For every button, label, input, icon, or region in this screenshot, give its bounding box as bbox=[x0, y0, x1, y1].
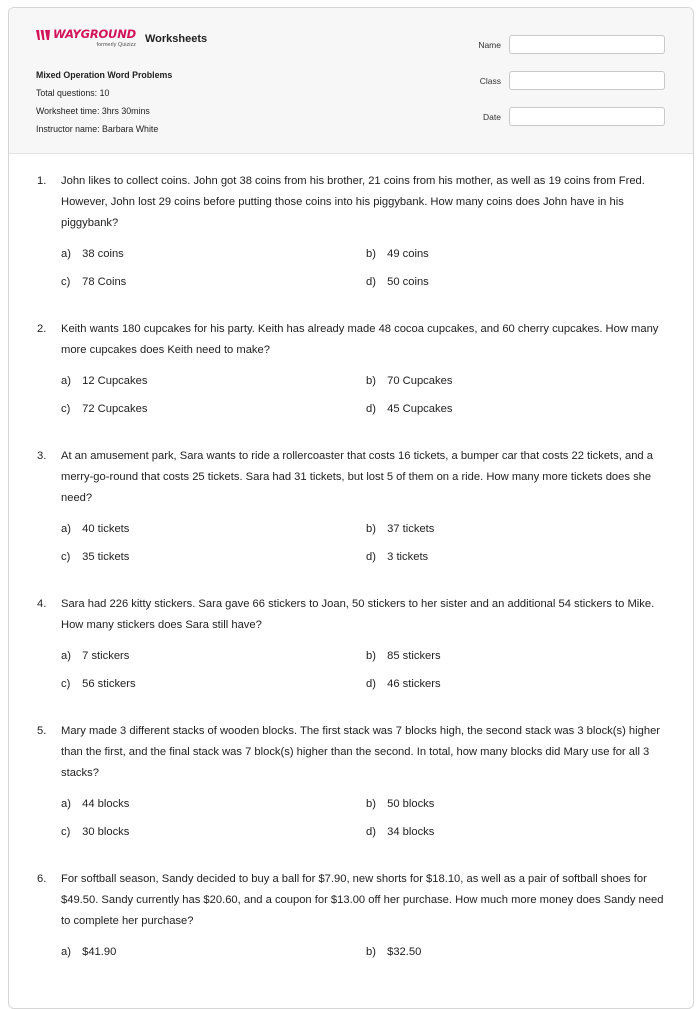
option-letter: c) bbox=[61, 276, 71, 288]
option-text: 44 blocks bbox=[82, 798, 130, 810]
answer-options bbox=[61, 942, 693, 963]
option-letter: a) bbox=[61, 248, 71, 260]
option-text: $41.90 bbox=[82, 946, 117, 958]
option-d[interactable] bbox=[366, 547, 666, 568]
logo-mark-icon bbox=[36, 30, 50, 40]
option-text: 70 Cupcakes bbox=[387, 375, 453, 387]
option-b[interactable] bbox=[366, 519, 666, 540]
option-text: 50 coins bbox=[387, 276, 429, 288]
option-letter: b) bbox=[366, 946, 376, 958]
option-letter: b) bbox=[366, 798, 376, 810]
question-number: 3. bbox=[37, 450, 47, 462]
option-b[interactable] bbox=[366, 942, 666, 963]
option-b[interactable] bbox=[366, 794, 666, 815]
question-1 bbox=[9, 171, 693, 293]
answer-options bbox=[61, 646, 693, 695]
date-field-row bbox=[478, 106, 665, 127]
option-text: 34 blocks bbox=[387, 826, 435, 838]
student-fields bbox=[478, 34, 665, 142]
question-number: 5. bbox=[37, 725, 47, 737]
answer-options bbox=[61, 794, 693, 843]
question-text: For softball season, Sandy decided to buy a ball for $7.90, new shorts for $18.10, as well as a pair of softball shoes for $49.50. Sandy currently has $20.60, and a coupon for $13.00 off her purchase. How much more money does Sandy need to complete her purchase? bbox=[61, 873, 664, 927]
date-input[interactable] bbox=[509, 107, 665, 126]
name-label: Name bbox=[478, 39, 501, 50]
question-text: Keith wants 180 cupcakes for his party. Keith has already made 48 cocoa cupcakes, and 60 cherry cupcakes. How many more cupcakes does Keith need to make? bbox=[61, 323, 659, 356]
option-c[interactable] bbox=[61, 822, 366, 843]
question-4 bbox=[9, 594, 693, 695]
option-c[interactable] bbox=[61, 674, 366, 695]
option-c[interactable] bbox=[61, 399, 366, 420]
option-text: 78 Coins bbox=[82, 276, 127, 288]
question-text: At an amusement park, Sara wants to ride a rollercoaster that costs 16 tickets, a bumper car that costs 22 tickets, and a merry-go-round that costs 25 tickets. Sara had 31 tickets, but lost 5 of them on a ride. How many more tickets does she need? bbox=[61, 450, 653, 504]
option-a[interactable] bbox=[61, 794, 366, 815]
brand bbox=[36, 28, 207, 49]
option-c[interactable] bbox=[61, 547, 366, 568]
question-number: 4. bbox=[37, 598, 47, 610]
option-text: 7 stickers bbox=[82, 650, 130, 662]
option-letter: c) bbox=[61, 678, 71, 690]
date-label: Date bbox=[483, 111, 501, 122]
option-text: 12 Cupcakes bbox=[82, 375, 148, 387]
option-b[interactable] bbox=[366, 371, 666, 392]
option-d[interactable] bbox=[366, 674, 666, 695]
instructor-name: Instructor name: Barbara White bbox=[36, 124, 159, 134]
option-a[interactable] bbox=[61, 942, 366, 963]
option-letter: b) bbox=[366, 248, 376, 260]
option-text: 49 coins bbox=[387, 248, 429, 260]
class-label: Class bbox=[479, 75, 501, 86]
question-5 bbox=[9, 721, 693, 843]
option-b[interactable] bbox=[366, 646, 666, 667]
question-text: Sara had 226 kitty stickers. Sara gave 66 stickers to Joan, 50 stickers to her sister and an additional 54 stickers to Mike. How many stickers does Sara still have? bbox=[61, 598, 655, 631]
option-letter: b) bbox=[366, 375, 376, 387]
option-letter: c) bbox=[61, 551, 71, 563]
class-field-row bbox=[478, 70, 665, 91]
worksheet-page bbox=[8, 7, 694, 1009]
option-letter: a) bbox=[61, 523, 71, 535]
logo-text: WAYGROUND bbox=[53, 27, 136, 41]
option-letter: d) bbox=[366, 826, 376, 838]
class-input[interactable] bbox=[509, 71, 665, 90]
logo-subtitle: formerly Quizizz bbox=[96, 42, 136, 48]
option-letter: d) bbox=[366, 403, 376, 415]
option-letter: a) bbox=[61, 798, 71, 810]
wayground-logo bbox=[36, 28, 136, 49]
question-6 bbox=[9, 869, 693, 963]
option-letter: c) bbox=[61, 403, 71, 415]
question-number: 6. bbox=[37, 873, 47, 885]
option-text: 72 Cupcakes bbox=[82, 403, 148, 415]
option-b[interactable] bbox=[366, 244, 666, 265]
option-text: 46 stickers bbox=[387, 678, 441, 690]
option-letter: a) bbox=[61, 946, 71, 958]
worksheet-time: Worksheet time: 3hrs 30mins bbox=[36, 106, 150, 116]
option-letter: d) bbox=[366, 276, 376, 288]
name-field-row bbox=[478, 34, 665, 55]
question-text: Mary made 3 different stacks of wooden blocks. The first stack was 7 blocks high, the second stack was 3 block(s) higher than the first, and the final stack was 7 block(s) higher than the second. In total, how many blocks did Mary use for all 3 stacks? bbox=[61, 725, 661, 779]
name-input[interactable] bbox=[509, 35, 665, 54]
option-a[interactable] bbox=[61, 646, 366, 667]
option-text: 50 blocks bbox=[387, 798, 435, 810]
question-3 bbox=[9, 446, 693, 568]
question-number: 1. bbox=[37, 175, 47, 187]
option-text: 3 tickets bbox=[387, 551, 429, 563]
option-text: 56 stickers bbox=[82, 678, 136, 690]
option-d[interactable] bbox=[366, 272, 666, 293]
worksheet-title: Mixed Operation Word Problems bbox=[36, 70, 173, 80]
option-text: 45 Cupcakes bbox=[387, 403, 453, 415]
option-text: 30 blocks bbox=[82, 826, 130, 838]
section-title: Worksheets bbox=[144, 33, 208, 45]
question-text: John likes to collect coins. John got 38 coins from his brother, 21 coins from his mother, as well as 19 coins from Fred. However, John lost 29 coins before putting those coins into his piggybank. How many coins does John have in his piggybank? bbox=[61, 175, 645, 229]
option-letter: d) bbox=[366, 551, 376, 563]
option-d[interactable] bbox=[366, 822, 666, 843]
answer-options bbox=[61, 371, 693, 420]
option-c[interactable] bbox=[61, 272, 366, 293]
question-number: 2. bbox=[37, 323, 47, 335]
option-letter: d) bbox=[366, 678, 376, 690]
option-a[interactable] bbox=[61, 244, 366, 265]
option-letter: c) bbox=[61, 826, 71, 838]
option-text: 37 tickets bbox=[387, 523, 435, 535]
option-text: 85 stickers bbox=[387, 650, 441, 662]
option-letter: b) bbox=[366, 650, 376, 662]
option-text: 38 coins bbox=[82, 248, 124, 260]
worksheet-header bbox=[9, 8, 693, 154]
question-2 bbox=[9, 319, 693, 420]
total-questions: Total questions: 10 bbox=[36, 88, 110, 98]
option-letter: b) bbox=[366, 523, 376, 535]
option-a[interactable] bbox=[61, 371, 366, 392]
option-text: 35 tickets bbox=[82, 551, 130, 563]
option-text: 40 tickets bbox=[82, 523, 130, 535]
option-letter: a) bbox=[61, 650, 71, 662]
option-d[interactable] bbox=[366, 399, 666, 420]
answer-options bbox=[61, 519, 693, 568]
worksheet-info bbox=[36, 66, 172, 138]
option-a[interactable] bbox=[61, 519, 366, 540]
answer-options bbox=[61, 244, 693, 293]
question-list bbox=[9, 171, 693, 989]
option-text: $32.50 bbox=[387, 946, 422, 958]
option-letter: a) bbox=[61, 375, 71, 387]
